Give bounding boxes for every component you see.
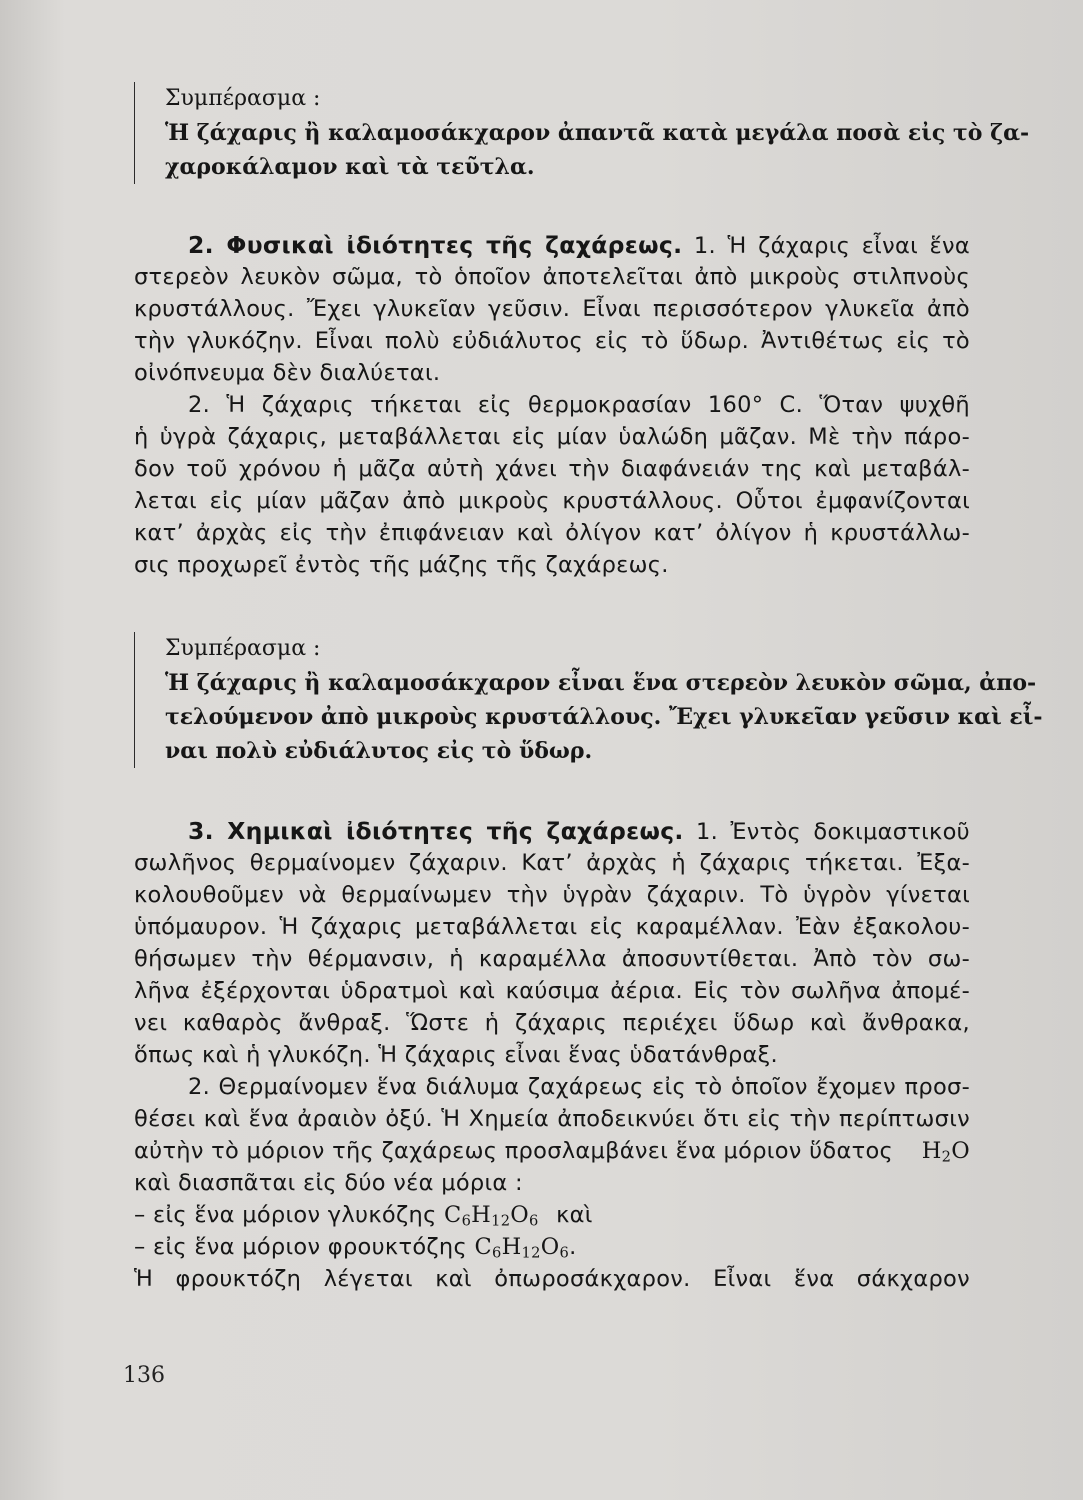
paragraph-line: σωλῆνος θερμαίνομεν ζάχαριν. Κατ’ ἀρχὰς ἡ ζάχαρις τήκεται. Ἐξα- [134, 850, 970, 876]
paragraph-line: θέσει καὶ ἕνα ἀραιὸν ὀξύ. Ἡ Χημεία ἀποδεικνύει ὅτι εἰς τὴν περίπτωσιν [134, 1106, 970, 1132]
paragraph-line: θήσωμεν τὴν θέρμανσιν, ἡ καραμέλλα ἀποσυντίθεται. Ἀπὸ τὸν σω- [134, 946, 970, 972]
paragraph-line: σις προχωρεῖ ἐντὸς τῆς μάζης τῆς ζαχάρεως. [134, 552, 669, 578]
page-number: 136 [123, 1363, 165, 1388]
fructose-line [134, 1231, 970, 1263]
paragraph-line: Ἡ φρουκτόζη λέγεται καὶ ὀπωροσάκχαρον. Εἶναι ἕνα σάκχαρον [134, 1266, 970, 1292]
conclusion-line: χαροκάλαμον καὶ τὰ τεῦτλα. [165, 154, 535, 180]
section-heading: 3. Χημικαὶ ἰδιότητες τῆς ζαχάρεως. [188, 817, 684, 845]
paragraph-line: κολουθοῦμεν νὰ θερμαίνωμεν τὴν ὑγρὰν ζάχαριν. Τὸ ὑγρὸν γίνεται [134, 882, 970, 908]
paragraph-line: οἰνόπνευμα δὲν διαλύεται. [134, 360, 441, 386]
paragraph-line: νει καθαρὸς ἄνθραξ. Ὥστε ἡ ζάχαρις περιέχει ὕδωρ καὶ ἄνθρακα, [134, 1010, 970, 1036]
section-chemical-properties [134, 815, 970, 1295]
conclusion-title: Συμπέρασμα : [165, 636, 321, 661]
glucose-line [134, 1199, 970, 1231]
section-heading-line [134, 815, 970, 847]
paragraph-line: καὶ διασπᾶται εἰς δύο νέα μόρια : [134, 1170, 523, 1196]
paragraph-line: 2. Ἡ ζάχαρις τήκεται εἰς θερμοκρασίαν 160° C. Ὅταν ψυχθῆ [188, 392, 970, 418]
glucose-formula: $C_6H_{12}O_6$ [444, 1202, 539, 1230]
conclusion-line: ναι πολὺ εὐδιάλυτος εἰς τὸ ὕδωρ. [165, 738, 593, 764]
paragraph-line: ἡ ὑγρὰ ζάχαρις, μεταβάλλεται εἰς μίαν ὑαλώδη μᾶζαν. Μὲ τὴν πάρο- [134, 424, 970, 450]
paragraph-text: – εἰς ἕνα μόριον γλυκόζης [134, 1202, 437, 1228]
paragraph-line: στερεὸν λευκὸν σῶμα, τὸ ὁποῖον ἀποτελεῖται ἀπὸ μικροὺς στιλπνοὺς [134, 264, 970, 290]
water-formula: $H_2O$ [921, 1138, 970, 1166]
paragraph-line: δον τοῦ χρόνου ἡ μᾶζα αὐτὴ χάνει τὴν διαφάνειάν της καὶ μεταβάλ- [134, 456, 970, 482]
fructose-formula: $C_6H_{12}O_6$ [474, 1234, 570, 1262]
paragraph-line: λῆνα ἐξέρχονται ὑδρατμοὶ καὶ καύσιμα ἀέρια. Εἰς τὸν σωλῆνα ἀπομέ- [134, 978, 970, 1004]
section-heading: 2. Φυσικαὶ ἰδιότητες τῆς ζαχάρεως. [188, 231, 683, 259]
conclusion-box-1 [134, 82, 1030, 184]
paragraph-line: λεται εἰς μίαν μᾶζαν ἀπὸ μικροὺς κρυστάλλους. Οὗτοι ἐμφανίζονται [134, 488, 970, 514]
paragraph-text: αὐτὴν τὸ μόριον τῆς ζαχάρεως προσλαμβάνει ἕνα μόριον ὕδατος [134, 1138, 894, 1164]
conclusion-line: Ἡ ζάχαρις ἢ καλαμοσάκχαρον ἀπαντᾶ κατὰ μεγάλα ποσὰ εἰς τὸ ζα- [165, 120, 1030, 146]
paragraph-line-with-formula [134, 1135, 970, 1167]
conclusion-box-2 [134, 632, 1043, 768]
paragraph-line: τὴν γλυκόζην. Εἶναι πολὺ εὐδιάλυτος εἰς τὸ ὕδωρ. Ἀντιθέτως εἰς τὸ [134, 328, 970, 354]
paragraph-text: . [569, 1234, 577, 1260]
paragraph-line: ὅπως καὶ ἡ γλυκόζη. Ἡ ζάχαρις εἶναι ἕνας ὑδατάνθραξ. [134, 1042, 778, 1068]
paragraph-text: καὶ [556, 1202, 593, 1228]
section-physical-properties [134, 229, 970, 581]
paragraph-text: 1. Ἡ ζάχαρις εἶναι ἕνα [682, 233, 970, 259]
paragraph-line: ὑπόμαυρον. Ἡ ζάχαρις μεταβάλλεται εἰς καραμέλλαν. Ἐὰν ἐξακολου- [134, 914, 970, 940]
paragraph-text: 1. Ἐντὸς δοκιμαστικοῦ [683, 819, 971, 845]
conclusion-line: τελούμενον ἀπὸ μικροὺς κρυστάλλους. Ἔχει γλυκεῖαν γεῦσιν καὶ εἶ- [165, 704, 1043, 730]
section-heading-line [134, 229, 970, 261]
paragraph-line: κρυστάλλους. Ἔχει γλυκεῖαν γεῦσιν. Εἶναι περισσότερον γλυκεῖα ἀπὸ [134, 296, 970, 322]
paragraph-line: 2. Θερμαίνομεν ἕνα διάλυμα ζαχάρεως εἰς τὸ ὁποῖον ἔχομεν προσ- [188, 1074, 970, 1100]
conclusion-title: Συμπέρασμα : [165, 86, 321, 111]
paragraph-text: – εἰς ἕνα μόριον φρουκτόζης [134, 1234, 467, 1260]
conclusion-line: Ἡ ζάχαρις ἢ καλαμοσάκχαρον εἶναι ἕνα στερεὸν λευκὸν σῶμα, ἀπο- [165, 670, 1037, 696]
paragraph-line: κατ’ ἀρχὰς εἰς τὴν ἐπιφάνειαν καὶ ὀλίγον κατ’ ὀλίγον ἡ κρυστάλλω- [134, 520, 970, 546]
